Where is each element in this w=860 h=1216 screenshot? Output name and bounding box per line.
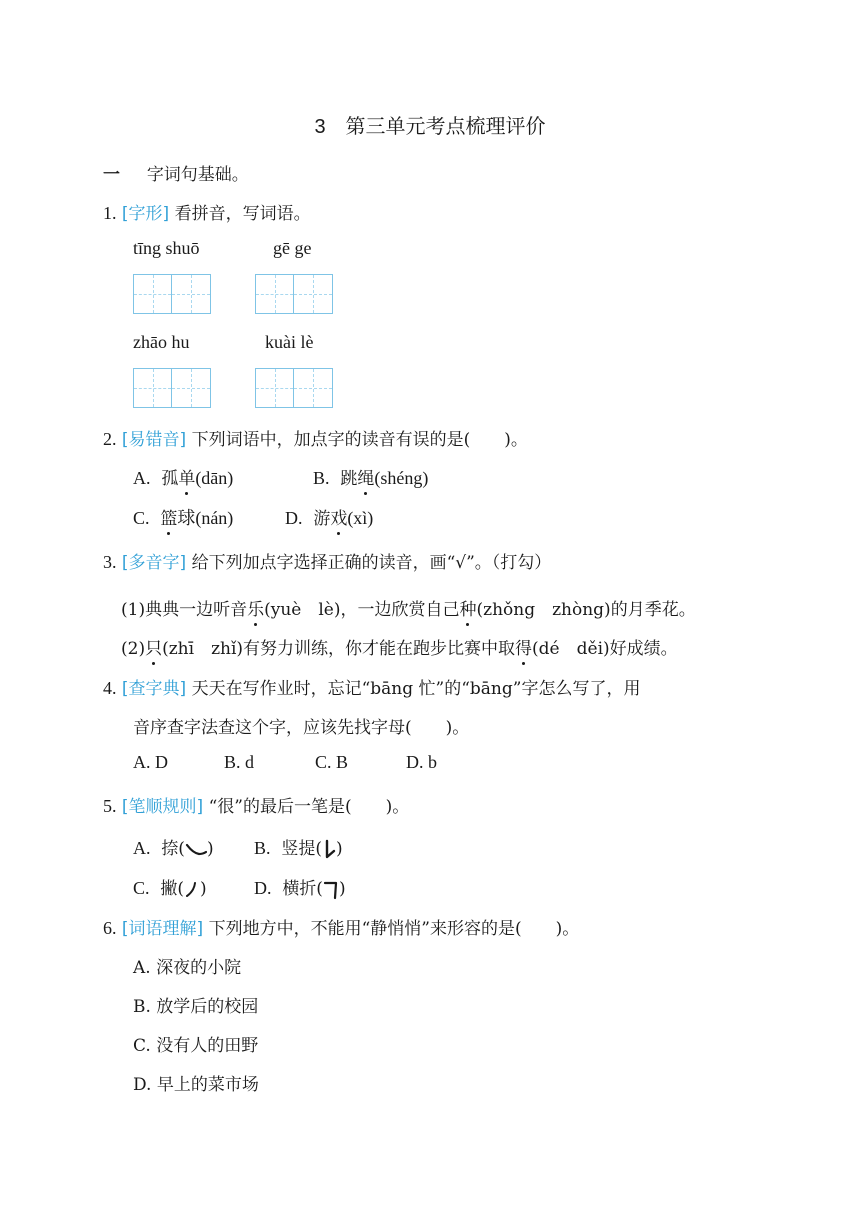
question-text: 看拼音，写词语。 bbox=[174, 204, 311, 224]
option-b[interactable]: B. 跳绳(shéng) bbox=[313, 464, 428, 489]
option-a[interactable]: A. D bbox=[133, 752, 168, 772]
question-number: 6. bbox=[103, 918, 117, 938]
section-heading bbox=[103, 160, 249, 185]
question-number: 4. bbox=[103, 678, 117, 698]
option-a[interactable]: A. 深夜的小院 bbox=[133, 958, 242, 978]
question-number: 5. bbox=[103, 796, 117, 816]
writing-grid-4[interactable] bbox=[255, 368, 333, 408]
option-a[interactable]: A. 孤单(dān) bbox=[133, 464, 233, 489]
sentence-1: (1)典典一边听音乐(yuè lè)，一边欣赏自己种(zhǒng zhòng)的月季花。 bbox=[121, 595, 696, 620]
writing-grid-3[interactable] bbox=[133, 368, 211, 408]
sentence-2: (2)只(zhī zhǐ)有努力训练，你才能在跑步比赛中取得(dé děi)好成绩。 bbox=[121, 634, 678, 659]
dotted-char: 戏 bbox=[330, 504, 347, 529]
shu-ti-stroke-icon bbox=[322, 839, 336, 861]
dotted-char: 只 bbox=[145, 634, 162, 659]
question-1 bbox=[103, 199, 311, 224]
writing-grid-1[interactable] bbox=[133, 274, 211, 314]
option-c[interactable]: C. 没有人的田野 bbox=[133, 1036, 259, 1056]
question-3 bbox=[103, 548, 551, 573]
dotted-char: 得 bbox=[515, 634, 532, 659]
question-6 bbox=[103, 914, 579, 939]
question-text-line1: 天天在写作业时，忘记“bāng 忙”的“bāng”字怎么写了，用 bbox=[191, 679, 641, 699]
question-tag: [字形] bbox=[121, 204, 170, 224]
pie-stroke-icon bbox=[184, 881, 200, 899]
option-a[interactable]: A. 捺( ) bbox=[133, 838, 214, 859]
dotted-char: 绳 bbox=[357, 464, 374, 489]
question-5 bbox=[103, 792, 409, 817]
option-c[interactable]: C. 撇( ) bbox=[133, 878, 207, 899]
question-tag: [查字典] bbox=[121, 679, 187, 699]
dotted-char: 篮 bbox=[160, 504, 177, 529]
option-d[interactable]: D. 横折( ) bbox=[254, 878, 346, 899]
question-number: 1. bbox=[103, 203, 117, 223]
option-d[interactable]: D. 游戏(xì) bbox=[285, 504, 373, 529]
section-number: 一 bbox=[103, 165, 120, 185]
pinyin-3: zhāo hu bbox=[133, 332, 190, 352]
pinyin-1: tīng shuō bbox=[133, 238, 200, 258]
question-tag: [词语理解] bbox=[121, 919, 204, 939]
heng-zhe-stroke-icon bbox=[323, 880, 339, 900]
question-number: 2. bbox=[103, 429, 117, 449]
question-number: 3. bbox=[103, 552, 117, 572]
option-b[interactable]: B. 竖提( ) bbox=[254, 838, 343, 859]
question-tag: [易错音] bbox=[121, 430, 187, 450]
question-text: 下列词语中，加点字的读音有误的是( )。 bbox=[191, 430, 528, 450]
question-text: 下列地方中，不能用“静悄悄”来形容的是( )。 bbox=[208, 919, 580, 939]
dotted-char: 乐 bbox=[247, 595, 264, 620]
pinyin-2: gē ge bbox=[273, 238, 312, 258]
question-tag: [笔顺规则] bbox=[121, 797, 204, 817]
question-text: “很”的最后一笔是( )。 bbox=[208, 797, 410, 817]
option-d[interactable]: D. 早上的菜市场 bbox=[133, 1075, 259, 1095]
option-c[interactable]: C. B bbox=[315, 752, 349, 772]
page-title: 3 第三单元考点梳理评价 bbox=[314, 116, 546, 138]
option-b[interactable]: B. 放学后的校园 bbox=[133, 997, 259, 1017]
question-tag: [多音字] bbox=[121, 553, 187, 573]
section-text: 字词句基础。 bbox=[146, 165, 249, 185]
option-d[interactable]: D. b bbox=[406, 752, 437, 772]
pinyin-4: kuài lè bbox=[265, 332, 314, 352]
na-stroke-icon bbox=[185, 841, 207, 859]
question-text: 给下列加点字选择正确的读音，画“√”。（打勾） bbox=[191, 553, 552, 573]
question-text-line2: 音序查字法查这个字，应该先找字母( )。 bbox=[133, 718, 470, 738]
option-c[interactable]: C. 篮球(nán) bbox=[133, 504, 233, 530]
question-4 bbox=[103, 674, 640, 699]
question-2 bbox=[103, 425, 528, 450]
option-b[interactable]: B. d bbox=[224, 752, 255, 772]
writing-grid-2[interactable] bbox=[255, 274, 333, 314]
dotted-char: 单 bbox=[178, 464, 195, 489]
dotted-char: 种 bbox=[459, 595, 476, 620]
